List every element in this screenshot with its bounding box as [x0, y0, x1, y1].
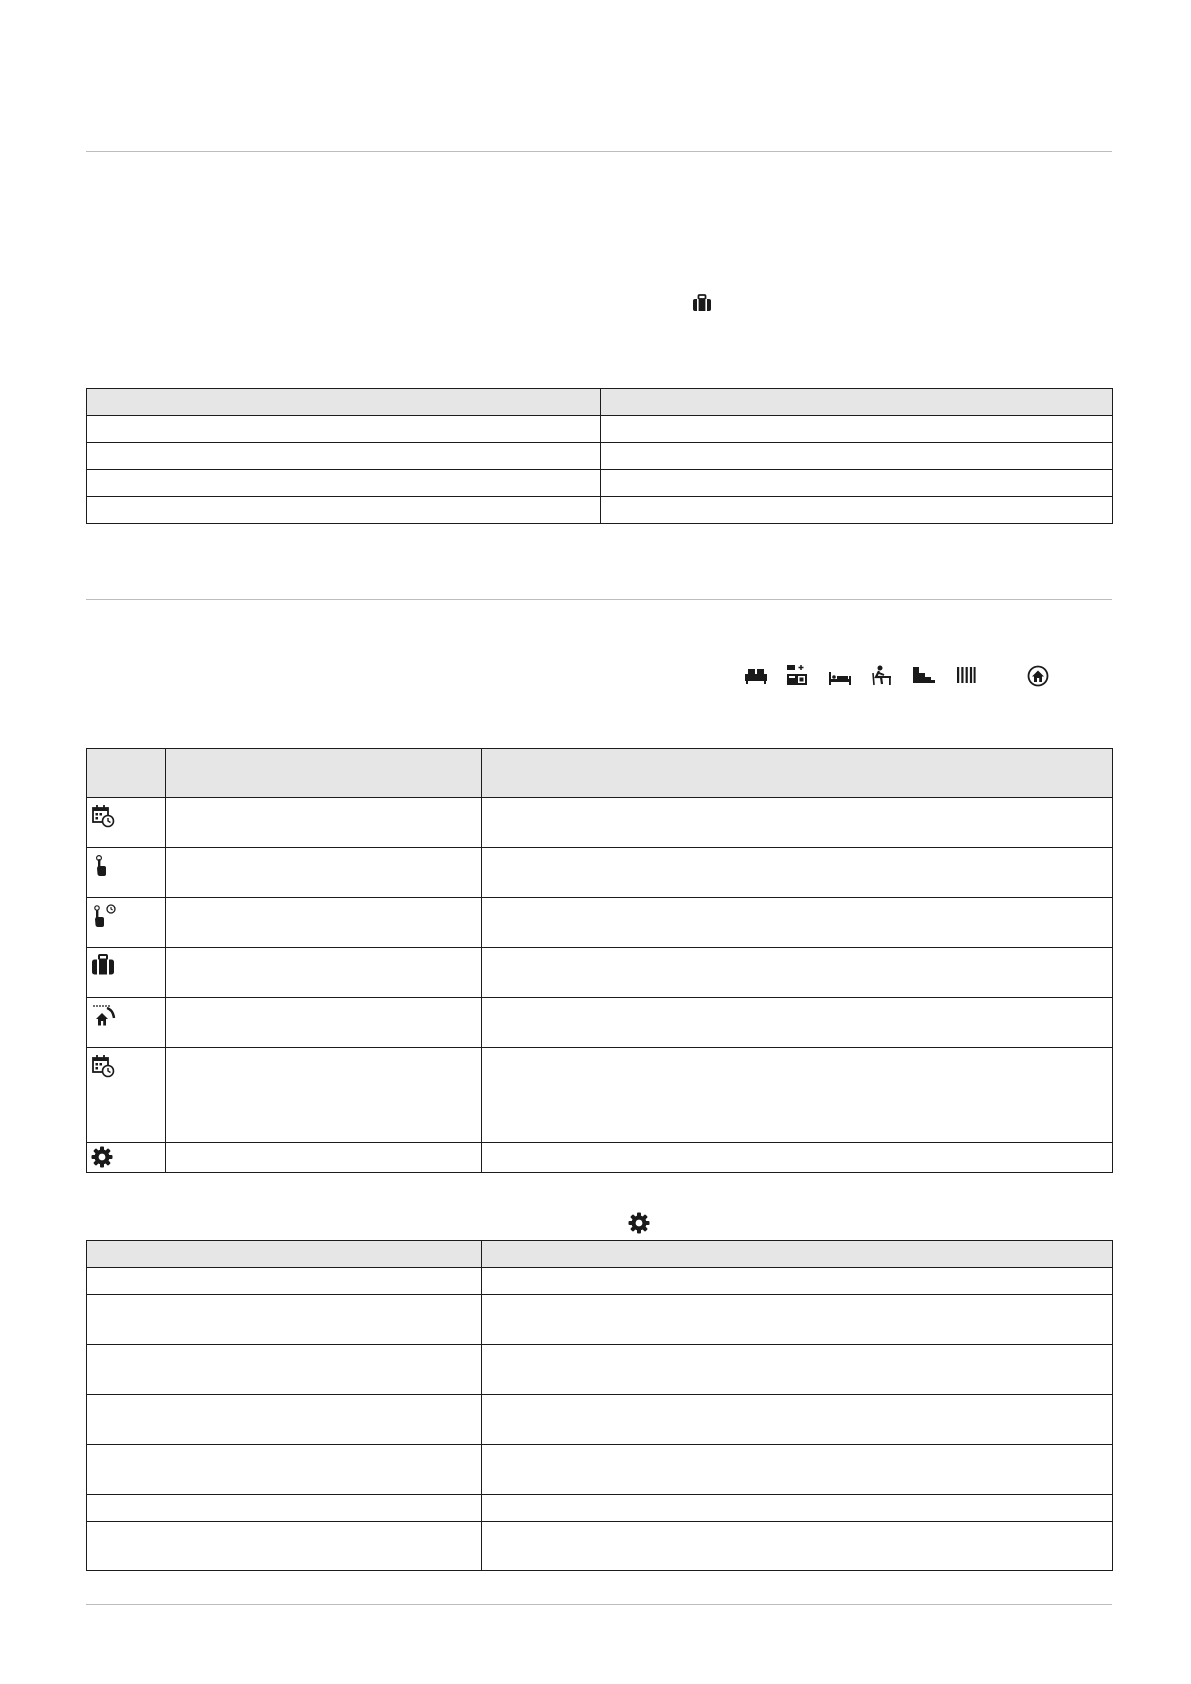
table-cell [601, 443, 1113, 470]
table-cell [482, 998, 1113, 1048]
holiday-table [86, 388, 1113, 524]
table-header-cell [87, 389, 601, 416]
table-header-cell [601, 389, 1113, 416]
table-row [87, 1495, 1113, 1522]
table-cell [601, 416, 1113, 443]
table-cell [87, 1395, 482, 1445]
table-cell [87, 948, 166, 998]
table-cell [87, 898, 166, 948]
table-cell [87, 998, 166, 1048]
table-cell [482, 1268, 1113, 1295]
stairs-icon [912, 666, 936, 684]
table-cell [482, 1143, 1113, 1173]
suitcase-icon [692, 294, 712, 312]
table-cell [87, 470, 601, 497]
table-header-cell [166, 749, 482, 798]
settings-table [86, 1240, 1113, 1571]
table-cell [87, 497, 601, 524]
table-row [87, 416, 1113, 443]
table-cell [87, 1295, 482, 1345]
table-row [87, 1395, 1113, 1445]
suitcase-icon [91, 954, 165, 976]
table-cell [166, 1048, 482, 1143]
table-cell [166, 998, 482, 1048]
gear-icon [91, 1146, 165, 1168]
table-cell [482, 1395, 1113, 1445]
table-row [87, 1522, 1113, 1571]
table-header-row [87, 389, 1113, 416]
roof-home-icon [91, 1004, 165, 1028]
table-cell [87, 798, 166, 848]
table-cell [87, 1495, 482, 1522]
table-cell [482, 898, 1113, 948]
table-cell [482, 1345, 1113, 1395]
table-row [87, 798, 1113, 848]
calendar-clock-icon [91, 804, 165, 828]
table-cell [166, 848, 482, 898]
kitchen-icon [786, 664, 808, 686]
table-cell [87, 416, 601, 443]
modes-table [86, 748, 1113, 1173]
table-cell [87, 1143, 166, 1173]
table-cell [87, 443, 601, 470]
table-cell [87, 848, 166, 898]
calendar-clock-icon [91, 1054, 165, 1078]
table-cell [482, 1445, 1113, 1495]
table-cell [482, 848, 1113, 898]
table-row [87, 948, 1113, 998]
table-cell [166, 898, 482, 948]
hand-pointer-clock-icon [91, 904, 165, 930]
table-cell [87, 1522, 482, 1571]
table-cell [87, 1445, 482, 1495]
table-row [87, 470, 1113, 497]
table-row [87, 1143, 1113, 1173]
table-header-row [87, 749, 1113, 798]
table-cell [601, 470, 1113, 497]
table-cell [166, 798, 482, 848]
section-rule [86, 599, 1112, 600]
table-header-cell [87, 1241, 482, 1268]
table-row [87, 1445, 1113, 1495]
office-desk-icon [870, 664, 892, 686]
sofa-icon [744, 666, 768, 686]
table-cell [482, 1295, 1113, 1345]
table-header-cell [482, 1241, 1113, 1268]
table-cell [87, 1268, 482, 1295]
table-row [87, 1268, 1113, 1295]
radiator-icon [956, 666, 976, 684]
table-row [87, 1048, 1113, 1143]
table-row [87, 1345, 1113, 1395]
table-row [87, 848, 1113, 898]
table-cell [482, 1048, 1113, 1143]
table-row [87, 1295, 1113, 1345]
table-row [87, 497, 1113, 524]
home-circle-icon [1027, 665, 1049, 687]
table-cell [87, 1048, 166, 1143]
table-header-cell [87, 749, 166, 798]
table-cell [482, 948, 1113, 998]
table-header-cell [482, 749, 1113, 798]
hand-pointer-icon [91, 854, 165, 878]
table-cell [166, 948, 482, 998]
table-cell [482, 798, 1113, 848]
table-row [87, 998, 1113, 1048]
table-header-row [87, 1241, 1113, 1268]
table-row [87, 898, 1113, 948]
bed-icon [828, 670, 852, 686]
table-row [87, 443, 1113, 470]
table-cell [166, 1143, 482, 1173]
table-cell [482, 1522, 1113, 1571]
footer-rule [86, 1604, 1112, 1605]
table-cell [482, 1495, 1113, 1522]
table-cell [87, 1345, 482, 1395]
gear-icon [628, 1212, 650, 1234]
header-rule [86, 151, 1112, 152]
table-cell [601, 497, 1113, 524]
